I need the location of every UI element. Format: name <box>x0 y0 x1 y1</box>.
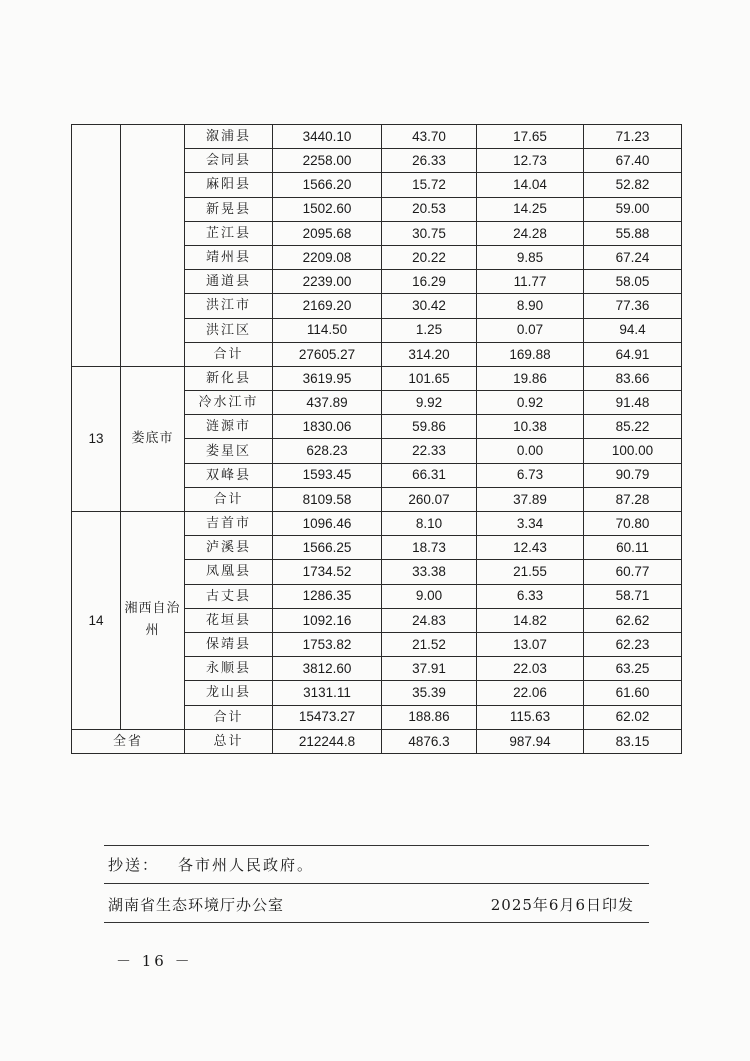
value-cell: 115.63 <box>477 705 584 729</box>
county-name-cell: 花垣县 <box>185 608 273 632</box>
value-cell: 21.52 <box>382 632 477 656</box>
value-cell: 1734.52 <box>273 560 382 584</box>
value-cell: 212244.8 <box>273 729 382 753</box>
value-cell: 30.75 <box>382 221 477 245</box>
value-cell: 58.71 <box>584 584 682 608</box>
value-cell: 1753.82 <box>273 632 382 656</box>
county-name-cell: 永顺县 <box>185 657 273 681</box>
value-cell: 14.25 <box>477 197 584 221</box>
value-cell: 1286.35 <box>273 584 382 608</box>
value-cell: 87.28 <box>584 487 682 511</box>
value-cell: 67.24 <box>584 245 682 269</box>
group-city: 娄底市 <box>121 366 185 511</box>
county-name-cell: 新晃县 <box>185 197 273 221</box>
cc-recipients: 各市州人民政府。 <box>178 856 315 874</box>
value-cell: 59.00 <box>584 197 682 221</box>
value-cell: 67.40 <box>584 149 682 173</box>
grand-total-row <box>72 729 682 753</box>
county-name-cell: 凤凰县 <box>185 560 273 584</box>
value-cell: 3440.10 <box>273 125 382 149</box>
county-name-cell: 冷水江市 <box>185 391 273 415</box>
county-name-cell: 洪江市 <box>185 294 273 318</box>
county-name-cell: 靖州县 <box>185 245 273 269</box>
value-cell: 70.80 <box>584 512 682 536</box>
value-cell: 20.22 <box>382 245 477 269</box>
county-name-cell: 保靖县 <box>185 632 273 656</box>
value-cell: 61.60 <box>584 681 682 705</box>
issuing-office: 湖南省生态环境厅办公室 <box>108 896 285 914</box>
value-cell: 0.92 <box>477 391 584 415</box>
value-cell: 17.65 <box>477 125 584 149</box>
value-cell: 27605.27 <box>273 342 382 366</box>
county-name-cell: 吉首市 <box>185 512 273 536</box>
value-cell: 62.62 <box>584 608 682 632</box>
group-index: 13 <box>72 366 121 511</box>
value-cell: 64.91 <box>584 342 682 366</box>
value-cell: 35.39 <box>382 681 477 705</box>
value-cell: 15473.27 <box>273 705 382 729</box>
value-cell: 3619.95 <box>273 366 382 390</box>
value-cell: 19.86 <box>477 366 584 390</box>
group-city: 湘西自治州 <box>121 512 185 730</box>
value-cell: 437.89 <box>273 391 382 415</box>
value-cell: 0.07 <box>477 318 584 342</box>
value-cell: 14.82 <box>477 608 584 632</box>
footer-rule-middle <box>104 883 649 884</box>
value-cell: 14.04 <box>477 173 584 197</box>
value-cell: 71.23 <box>584 125 682 149</box>
value-cell: 24.83 <box>382 608 477 632</box>
value-cell: 22.06 <box>477 681 584 705</box>
footer-rule-top <box>104 845 649 846</box>
value-cell: 62.02 <box>584 705 682 729</box>
value-cell: 55.88 <box>584 221 682 245</box>
value-cell: 4876.3 <box>382 729 477 753</box>
value-cell: 9.85 <box>477 245 584 269</box>
value-cell: 13.07 <box>477 632 584 656</box>
value-cell: 85.22 <box>584 415 682 439</box>
county-name-cell: 合计 <box>185 342 273 366</box>
cc-label: 抄送： <box>108 856 160 874</box>
value-cell: 77.36 <box>584 294 682 318</box>
value-cell: 33.38 <box>382 560 477 584</box>
county-name-cell: 溆浦县 <box>185 125 273 149</box>
county-name-cell: 古丈县 <box>185 584 273 608</box>
value-cell: 3.34 <box>477 512 584 536</box>
value-cell: 24.28 <box>477 221 584 245</box>
province-label: 全省 <box>72 729 185 753</box>
page-number: － 16 － <box>116 952 193 970</box>
value-cell: 12.43 <box>477 536 584 560</box>
county-name-cell: 合计 <box>185 487 273 511</box>
value-cell: 1566.20 <box>273 173 382 197</box>
value-cell: 101.65 <box>382 366 477 390</box>
county-name-cell: 洪江区 <box>185 318 273 342</box>
value-cell: 1.25 <box>382 318 477 342</box>
value-cell: 314.20 <box>382 342 477 366</box>
value-cell: 26.33 <box>382 149 477 173</box>
footer-rule-bottom <box>104 922 649 923</box>
value-cell: 114.50 <box>273 318 382 342</box>
value-cell: 2239.00 <box>273 270 382 294</box>
group-index: 14 <box>72 512 121 730</box>
value-cell: 2209.08 <box>273 245 382 269</box>
county-name-cell: 娄星区 <box>185 439 273 463</box>
value-cell: 60.11 <box>584 536 682 560</box>
value-cell: 63.25 <box>584 657 682 681</box>
value-cell: 8.10 <box>382 512 477 536</box>
value-cell: 2095.68 <box>273 221 382 245</box>
grand-total-label: 总计 <box>185 729 273 753</box>
value-cell: 1502.60 <box>273 197 382 221</box>
group-index <box>72 125 121 367</box>
value-cell: 9.00 <box>382 584 477 608</box>
value-cell: 15.72 <box>382 173 477 197</box>
table-row <box>72 125 682 149</box>
county-name-cell: 麻阳县 <box>185 173 273 197</box>
value-cell: 260.07 <box>382 487 477 511</box>
value-cell: 52.82 <box>584 173 682 197</box>
value-cell: 83.66 <box>584 366 682 390</box>
county-name-cell: 龙山县 <box>185 681 273 705</box>
value-cell: 2258.00 <box>273 149 382 173</box>
county-name-cell: 会同县 <box>185 149 273 173</box>
value-cell: 59.86 <box>382 415 477 439</box>
value-cell: 0.00 <box>477 439 584 463</box>
value-cell: 6.73 <box>477 463 584 487</box>
value-cell: 1830.06 <box>273 415 382 439</box>
value-cell: 18.73 <box>382 536 477 560</box>
value-cell: 2169.20 <box>273 294 382 318</box>
value-cell: 83.15 <box>584 729 682 753</box>
value-cell: 66.31 <box>382 463 477 487</box>
value-cell: 94.4 <box>584 318 682 342</box>
county-name-cell: 新化县 <box>185 366 273 390</box>
value-cell: 169.88 <box>477 342 584 366</box>
value-cell: 987.94 <box>477 729 584 753</box>
value-cell: 8.90 <box>477 294 584 318</box>
value-cell: 1096.46 <box>273 512 382 536</box>
county-name-cell: 芷江县 <box>185 221 273 245</box>
value-cell: 60.77 <box>584 560 682 584</box>
value-cell: 100.00 <box>584 439 682 463</box>
value-cell: 22.33 <box>382 439 477 463</box>
value-cell: 37.91 <box>382 657 477 681</box>
issue-date: 2025年6月6日印发 <box>490 896 634 914</box>
value-cell: 3812.60 <box>273 657 382 681</box>
county-name-cell: 双峰县 <box>185 463 273 487</box>
value-cell: 62.23 <box>584 632 682 656</box>
value-cell: 188.86 <box>382 705 477 729</box>
value-cell: 11.77 <box>477 270 584 294</box>
county-name-cell: 涟源市 <box>185 415 273 439</box>
value-cell: 37.89 <box>477 487 584 511</box>
value-cell: 43.70 <box>382 125 477 149</box>
value-cell: 90.79 <box>584 463 682 487</box>
table-row <box>72 366 682 390</box>
value-cell: 9.92 <box>382 391 477 415</box>
value-cell: 21.55 <box>477 560 584 584</box>
value-cell: 8109.58 <box>273 487 382 511</box>
value-cell: 628.23 <box>273 439 382 463</box>
value-cell: 58.05 <box>584 270 682 294</box>
value-cell: 1566.25 <box>273 536 382 560</box>
value-cell: 6.33 <box>477 584 584 608</box>
table-row <box>72 512 682 536</box>
group-city <box>121 125 185 367</box>
value-cell: 20.53 <box>382 197 477 221</box>
value-cell: 91.48 <box>584 391 682 415</box>
county-name-cell: 通道县 <box>185 270 273 294</box>
county-name-cell: 泸溪县 <box>185 536 273 560</box>
value-cell: 10.38 <box>477 415 584 439</box>
county-name-cell: 合计 <box>185 705 273 729</box>
statistics-table <box>71 124 682 754</box>
value-cell: 1092.16 <box>273 608 382 632</box>
value-cell: 12.73 <box>477 149 584 173</box>
value-cell: 30.42 <box>382 294 477 318</box>
value-cell: 1593.45 <box>273 463 382 487</box>
value-cell: 16.29 <box>382 270 477 294</box>
value-cell: 22.03 <box>477 657 584 681</box>
table-body <box>72 125 682 754</box>
value-cell: 3131.11 <box>273 681 382 705</box>
